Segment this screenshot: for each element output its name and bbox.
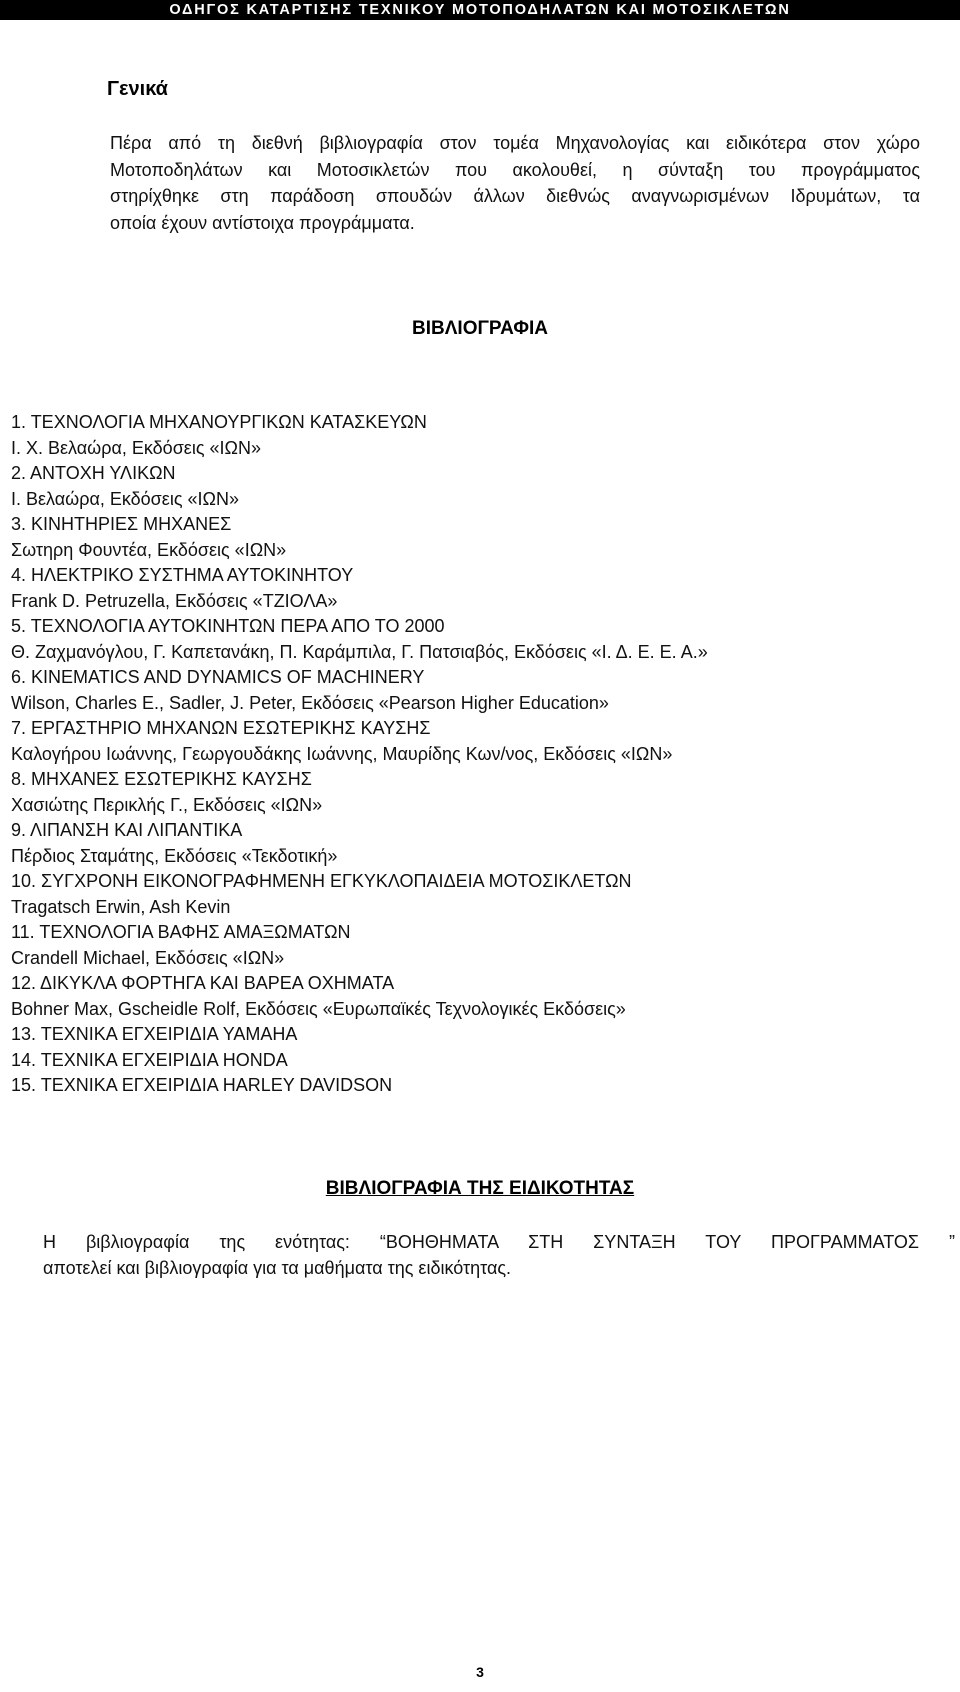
specialty-bibliography-heading: ΒΙΒΛΙΟΓΡΑΦΙΑ ΤΗΣ ΕΙΔΙΚΟΤΗΤΑΣ xyxy=(325,1178,635,1199)
entry-authors: Πέρδιος Σταμάτης, Εκδόσεις «Τεκδοτική» xyxy=(11,845,338,866)
entry-title: 11. ΤΕΧΝΟΛΟΓΙΑ ΒΑΦΗΣ ΑΜΑΞΩΜΑΤΩΝ xyxy=(11,922,351,942)
entry-title: 8. ΜΗΧΑΝΕΣ ΕΣΩΤΕΡΙΚΗΣ ΚΑΥΣΗΣ xyxy=(11,769,312,789)
entry-authors: Καλογήρου Ιωάννης, Γεωργουδάκης Ιωάννης, Μαυρίδης Κων/νος, Εκδόσεις «ΙΩΝ» xyxy=(11,743,673,764)
entry-authors: Wilson, Charles E., Sadler, J. Peter, Εκδόσεις «Pearson Higher Education» xyxy=(11,692,609,713)
entry-authors: Frank D. Petruzella, Εκδόσεις «ΤΖΙΟΛΑ» xyxy=(11,590,338,611)
entry-title: 12. ΔΙΚΥΚΛΑ ΦΟΡΤΗΓΑ ΚΑΙ ΒΑΡΕΑ ΟΧΗΜΑΤΑ xyxy=(11,973,395,993)
entry-authors: Bohner Max, Gscheidle Rolf, Εκδόσεις «Ευρωπαϊκές Τεχνολογικές Εκδόσεις» xyxy=(11,998,626,1019)
bibliography-entry xyxy=(11,1048,941,1074)
bibliography-heading: ΒΙΒΛΙΟΓΡΑΦΙΑ xyxy=(412,318,548,339)
entry-authors: Ι. Βελαώρα, Εκδόσεις «ΙΩΝ» xyxy=(11,488,239,509)
intro-line: Μοτοποδηλάτων και Μοτοσικλετών που ακολουθεί, η σύνταξη του προγράμματος xyxy=(110,159,920,180)
bibliography-entry xyxy=(11,920,941,971)
entry-title: 14. ΤΕΧΝΙΚΑ ΕΓΧΕΙΡΙΔΙΑ HONDA xyxy=(11,1049,288,1070)
bibliography-entry xyxy=(11,461,941,512)
specialty-line: αποτελεί και βιβλιογραφία για τα μαθήματα της ειδικότητας. xyxy=(43,1258,512,1278)
bibliography-entry xyxy=(11,614,941,665)
intro-paragraph xyxy=(110,130,920,236)
entry-title: 4. ΗΛΕΚΤΡΙΚΟ ΣΥΣΤΗΜΑ ΑΥΤΟΚΙΝΗΤΟΥ xyxy=(11,565,354,585)
general-section-title: Γενικά xyxy=(107,78,168,100)
entry-title: 9. ΛΙΠΑΝΣΗ ΚΑΙ ΛΙΠΑΝΤΙΚΑ xyxy=(11,820,243,840)
bibliography-entry xyxy=(11,716,941,767)
entry-authors: Σωτηρη Φουντέα, Εκδόσεις «ΙΩΝ» xyxy=(11,539,287,560)
entry-title: 1. ΤΕΧΝΟΛΟΓΙΑ ΜΗΧΑΝΟΥΡΓΙΚΩΝ ΚΑΤΑΣΚΕΥΩΝ xyxy=(11,412,427,432)
entry-title: 7. ΕΡΓΑΣΤΗΡΙΟ ΜΗΧΑΝΩΝ ΕΣΩΤΕΡΙΚΗΣ ΚΑΥΣΗΣ xyxy=(11,718,431,738)
bibliography-entry xyxy=(11,665,941,716)
bibliography-entry xyxy=(11,1073,941,1099)
page-number: 3 xyxy=(476,1664,484,1680)
bibliography-entry xyxy=(11,971,941,1022)
bibliography-entry xyxy=(11,767,941,818)
specialty-paragraph xyxy=(43,1229,955,1281)
entry-authors: Θ. Ζαχμανόγλου, Γ. Καπετανάκη, Π. Καράμπιλα, Γ. Πατσιαβός, Εκδόσεις «Ι. Δ. Ε. Ε. Α.» xyxy=(11,641,708,662)
entry-title: 10. ΣΥΓΧΡΟΝΗ ΕΙΚΟΝΟΓΡΑΦΗΜΕΝΗ ΕΓΚΥΚΛΟΠΑΙΔΕΙΑ ΜΟΤΟΣΙΚΛΕΤΩΝ xyxy=(11,871,632,891)
entry-title: 6. KINEMATICS AND DYNAMICS OF MACHINERY xyxy=(11,667,425,687)
bibliography-entry xyxy=(11,512,941,563)
entry-title: 13. ΤΕΧΝΙΚΑ ΕΓΧΕΙΡΙΔΙΑ YAMAHA xyxy=(11,1024,298,1044)
entry-title: 15. ΤΕΧΝΙΚΑ ΕΓΧΕΙΡΙΔΙΑ HARLEY DAVIDSON xyxy=(11,1075,393,1095)
document-header: ΟΔΗΓΟΣ ΚΑΤΑΡΤΙΣΗΣ ΤΕΧΝΙΚΟΥ ΜΟΤΟΠΟΔΗΛΑΤΩΝ ΚΑΙ ΜΟΤΟΣΙΚΛΕΤΩΝ xyxy=(0,0,960,20)
bibliography-entry xyxy=(11,410,941,461)
bibliography-entry xyxy=(11,563,941,614)
intro-line: στηρίχθηκε στη παράδοση σπουδών άλλων διεθνώς αναγνωρισμένων Ιδρυμάτων, τα xyxy=(110,186,920,207)
entry-authors: Χασιώτης Περικλής Γ., Εκδόσεις «ΙΩΝ» xyxy=(11,794,323,815)
entry-authors: Ι. Χ. Βελαώρα, Εκδόσεις «ΙΩΝ» xyxy=(11,437,261,458)
intro-line: Πέρα από τη διεθνή βιβλιογραφία στον τομέα Μηχανολογίας και ειδικότερα στον χώρο xyxy=(110,133,920,153)
intro-line: οποία έχουν αντίστοιχα προγράμματα. xyxy=(110,212,415,233)
entry-title: 3. ΚΙΝΗΤΗΡΙΕΣ ΜΗΧΑΝΕΣ xyxy=(11,514,232,534)
entry-authors: Crandell Michael, Εκδόσεις «ΙΩΝ» xyxy=(11,947,285,968)
bibliography-list xyxy=(11,410,941,1099)
entry-title: 5. ΤΕΧΝΟΛΟΓΙΑ ΑΥΤΟΚΙΝΗΤΩΝ ΠΕΡΑ ΑΠΟ ΤΟ 2000 xyxy=(11,616,445,636)
entry-title: 2. ΑΝΤΟΧΗ ΥΛΙΚΩΝ xyxy=(11,463,176,483)
bibliography-entry xyxy=(11,869,941,920)
bibliography-entry xyxy=(11,818,941,869)
specialty-line: Η βιβλιογραφία της ενότητας: “ΒΟΗΘΗΜΑΤΑ ΣΤΗ ΣΥΝΤΑΞΗ ΤΟΥ ΠΡΟΓΡΑΜΜΑΤΟΣ ” xyxy=(43,1232,955,1252)
bibliography-entry xyxy=(11,1022,941,1048)
entry-authors: Tragatsch Erwin, Ash Kevin xyxy=(11,896,231,917)
